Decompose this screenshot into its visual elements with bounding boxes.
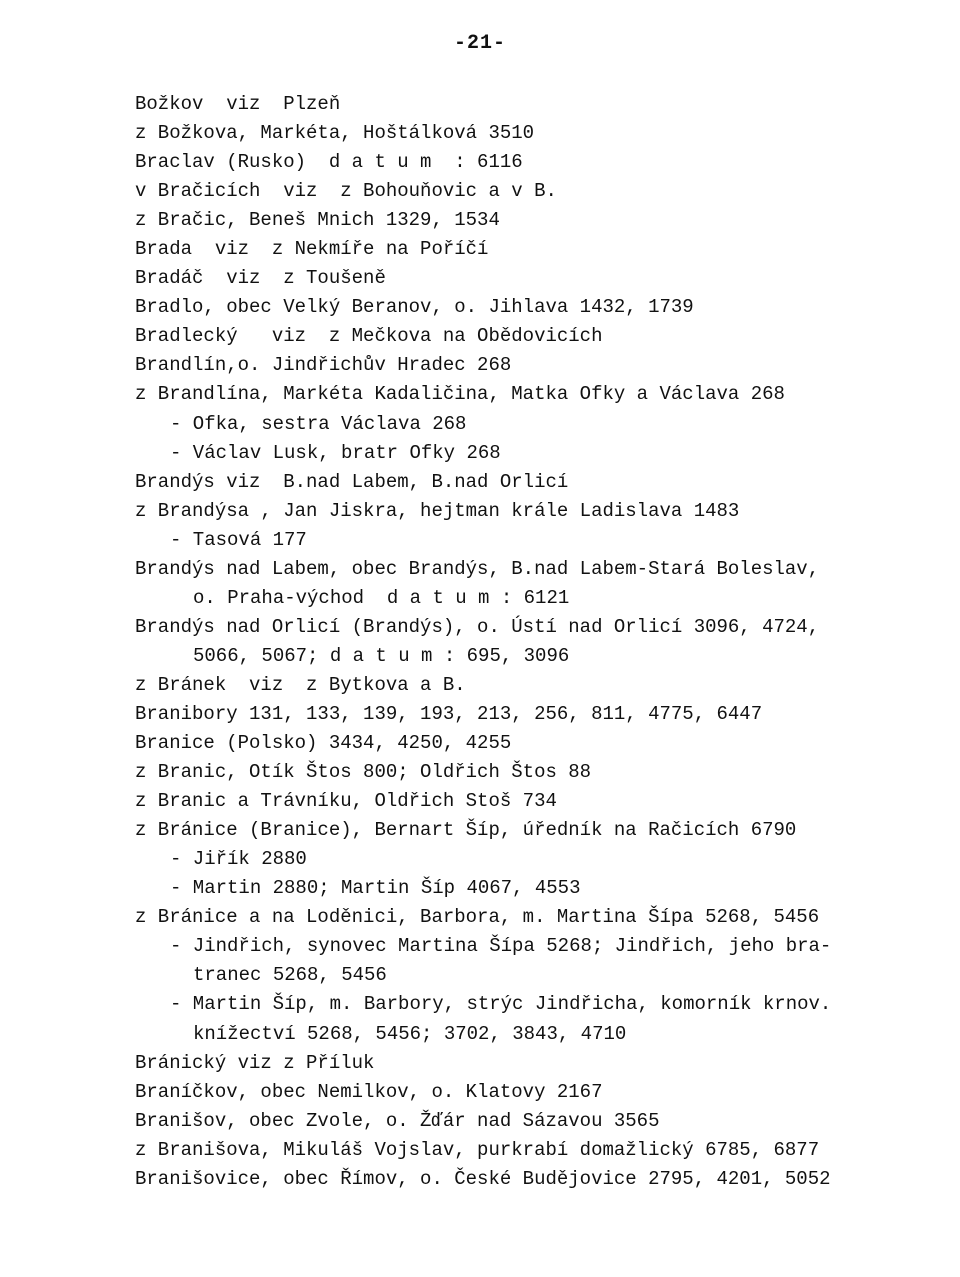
index-entry-line: - Jiřík 2880 xyxy=(170,848,307,871)
index-entry-line: z Brandýsa , Jan Jiskra, hejtman krále Ladislava 1483 xyxy=(135,499,740,522)
index-entry-line: z Branic a Trávníku, Oldřich Stoš 734 xyxy=(135,790,557,813)
index-entry-line: knížectví 5268, 5456; 3702, 3843, 4710 xyxy=(193,1022,627,1045)
index-entry-line: - Tasová 177 xyxy=(170,528,307,551)
index-entry-line: Brandýs nad Orlicí (Brandýs), o. Ústí nad Orlicí 3096, 4724, xyxy=(135,615,820,638)
index-entry-line: z Bračic, Beneš Mnich 1329, 1534 xyxy=(135,209,500,232)
index-entry-line: - Ofka, sestra Václava 268 xyxy=(170,412,467,435)
index-entry-line: Braníčkov, obec Nemilkov, o. Klatovy 2167 xyxy=(135,1080,603,1103)
index-entry-line: z Bránice a na Loděnici, Barbora, m. Martina Šípa 5268, 5456 xyxy=(135,906,820,929)
index-entry-line: tranec 5268, 5456 xyxy=(193,964,387,987)
index-entry-line: Bradlecký viz z Mečkova na Obědovicích xyxy=(135,325,603,348)
index-entry-line: Brandýs nad Labem, obec Brandýs, B.nad Labem-Stará Boleslav, xyxy=(135,557,820,580)
index-entry-line: v Bračicích viz z Bohouňovic a v B. xyxy=(135,180,557,203)
index-entry-line: z Bránice (Branice), Bernart Šíp, úředník na Račicích 6790 xyxy=(135,819,797,842)
index-entry-line: Branišovice, obec Římov, o. České Budějovice 2795, 4201, 5052 xyxy=(135,1167,831,1190)
index-entry-line: z Božkova, Markéta, Hoštálková 3510 xyxy=(135,122,535,145)
index-entry-line: z Branišova, Mikuláš Vojslav, purkrabí domažlický 6785, 6877 xyxy=(135,1138,820,1161)
index-entry-line: Brandýs viz B.nad Labem, B.nad Orlicí xyxy=(135,470,569,493)
index-entry-line: - Martin Šíp, m. Barbory, strýc Jindřicha, komorník krnov. xyxy=(170,993,832,1016)
index-entry-line: Branibory 131, 133, 139, 193, 213, 256, 811, 4775, 6447 xyxy=(135,702,763,725)
index-entry-line: - Jindřich, synovec Martina Šípa 5268; Jindřich, jeho bra- xyxy=(170,935,832,958)
index-entry-line: Brada viz z Nekmíře na Poříčí xyxy=(135,238,489,261)
page-number: -21- xyxy=(453,32,506,55)
index-entry-line: - Martin 2880; Martin Šíp 4067, 4553 xyxy=(170,877,581,900)
index-entry-line: o. Praha-východ d a t u m : 6121 xyxy=(193,586,570,609)
index-entry-line: Bránický viz z Příluk xyxy=(135,1051,375,1074)
index-entry-line: z Brandlína, Markéta Kadaličina, Matka Ofky a Václava 268 xyxy=(135,383,785,406)
index-entry-line: z Bránek viz z Bytkova a B. xyxy=(135,673,466,696)
index-entry-line: Braclav (Rusko) d a t u m : 6116 xyxy=(135,151,523,174)
index-entry-line: - Václav Lusk, bratr Ofky 268 xyxy=(170,441,501,464)
index-entry-line: Branišov, obec Zvole, o. Žďár nad Sázavou 3565 xyxy=(135,1109,660,1132)
index-entry-line: Božkov viz Plzeň xyxy=(135,93,341,115)
index-entry-line: z Branic, Otík Štos 800; Oldřich Štos 88 xyxy=(135,761,592,784)
index-entry-line: Brandlín,o. Jindřichův Hradec 268 xyxy=(135,354,512,377)
index-entry-line: 5066, 5067; d a t u m : 695, 3096 xyxy=(193,644,570,667)
index-entries xyxy=(135,90,935,1194)
index-entry-line: Branice (Polsko) 3434, 4250, 4255 xyxy=(135,732,512,755)
index-entry-line: Bradáč viz z Toušeně xyxy=(135,267,386,290)
index-entry-line: Bradlo, obec Velký Beranov, o. Jihlava 1432, 1739 xyxy=(135,296,694,319)
